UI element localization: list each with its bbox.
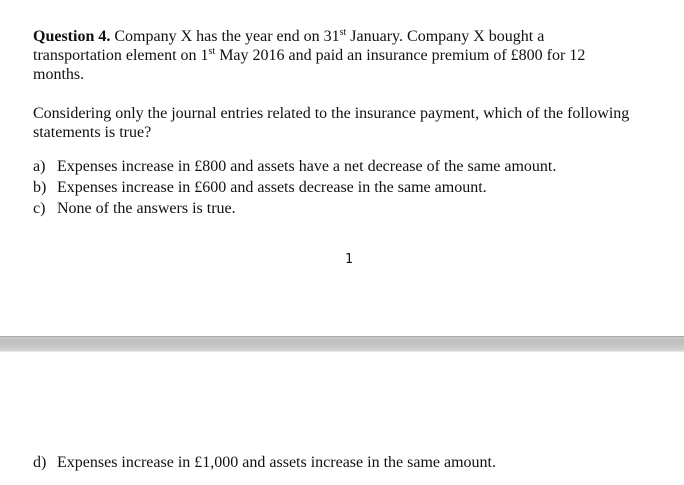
question-text-1b: January. Company X bought a bbox=[346, 28, 545, 45]
answer-option-a bbox=[33, 157, 556, 176]
question-text-1a: Company X has the year end on 31 bbox=[110, 28, 340, 45]
question-text-2b: May 2016 and paid an insurance premium of £800 for 12 bbox=[215, 47, 586, 64]
option-letter: c) bbox=[33, 200, 46, 217]
option-text: Expenses increase in £800 and assets have a net decrease of the same amount. bbox=[57, 158, 557, 175]
ordinal-suffix: st bbox=[339, 27, 347, 38]
option-text: Expenses increase in £600 and assets decrease in the same amount. bbox=[57, 179, 487, 196]
option-letter: d) bbox=[33, 454, 47, 471]
page-number: 1 bbox=[345, 252, 353, 267]
option-text: None of the answers is true. bbox=[57, 200, 236, 217]
prompt-line-2: statements is true? bbox=[33, 124, 152, 141]
question-line-1 bbox=[33, 27, 585, 46]
prompt-paragraph bbox=[33, 104, 629, 142]
prompt-line-1: Considering only the journal entries related to the insurance payment, which of the following bbox=[33, 105, 630, 122]
answer-option-c bbox=[33, 199, 236, 218]
ordinal-suffix: st bbox=[208, 46, 216, 57]
question-label: Question 4. bbox=[33, 28, 111, 45]
answer-option-d bbox=[33, 453, 496, 472]
answer-option-b bbox=[33, 178, 487, 197]
page-separator bbox=[0, 336, 684, 352]
question-paragraph bbox=[33, 27, 585, 84]
option-text: Expenses increase in £1,000 and assets increase in the same amount. bbox=[57, 454, 496, 471]
option-letter: b) bbox=[33, 179, 47, 196]
question-text-2a: transportation element on 1 bbox=[33, 47, 209, 64]
question-line-3: months. bbox=[33, 66, 85, 83]
option-letter: a) bbox=[33, 158, 46, 175]
question-line-2 bbox=[33, 46, 585, 65]
